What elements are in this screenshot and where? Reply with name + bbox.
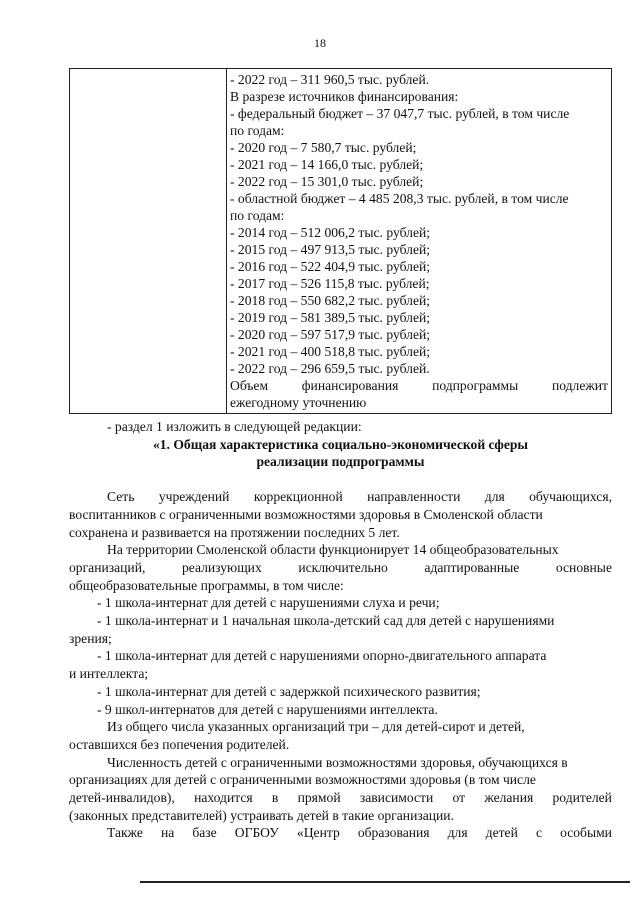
financing-line: - 2015 год – 497 913,5 тыс. рублей; (230, 242, 431, 257)
paragraph-3-line2: оставшихся без попечения родителей. (69, 736, 290, 752)
financing-line: В разрезе источников финансирования: (230, 89, 459, 104)
financing-table (69, 68, 612, 414)
list-item-2-line2: зрения; (69, 630, 112, 646)
paragraph-4-line1: Численность детей с ограниченными возможностями здоровья, обучающихся в (107, 754, 568, 770)
paragraph-4-line2: организациях для детей с ограниченными возможностями здоровья (в том числе (69, 772, 536, 788)
paragraph-4-line4: (законных представителей) устраивать детей в такие организации. (69, 807, 454, 823)
list-item-4: - 1 школа-интернат для детей с задержкой психического развития; (97, 683, 481, 699)
financing-line: - 2018 год – 550 682,2 тыс. рублей; (230, 293, 431, 308)
financing-line: - 2022 год – 296 659,5 тыс. рублей. (230, 361, 430, 376)
financing-line: - 2017 год – 526 115,8 тыс. рублей; (230, 276, 430, 291)
financing-line: - федеральный бюджет – 37 047,7 тыс. рублей, в том числе (230, 106, 570, 121)
financing-line: - 2020 год – 597 517,9 тыс. рублей; (230, 327, 431, 342)
financing-line: - 2021 год – 400 518,8 тыс. рублей; (230, 344, 431, 359)
list-item-3-line1: - 1 школа-интернат для детей с нарушениями опорно-двигательного аппарата (97, 648, 547, 664)
financing-line: - 2022 год – 15 301,0 тыс. рублей; (230, 174, 424, 189)
financing-line: - 2014 год – 512 006,2 тыс. рублей; (230, 225, 431, 240)
financing-line: по годам: (230, 123, 285, 138)
paragraph-3-line1: Из общего числа указанных организаций три – для детей-сирот и детей, (107, 719, 525, 735)
list-item-3-line2: и интеллекта; (69, 666, 149, 682)
paragraph-1-line2: воспитанников с ограниченными возможностями здоровья в Смоленской области (69, 506, 543, 522)
intro-line: - раздел 1 изложить в следующей редакции: (107, 419, 362, 434)
paragraph-2-line1: На территории Смоленской области функционирует 14 общеобразовательных (107, 542, 559, 558)
paragraph-4-line3: детей-инвалидов), находится в прямой зависимости от желания родителей (69, 790, 612, 806)
paragraph-2-line2: организаций, реализующих исключительно адаптированные основные (69, 559, 612, 575)
footer-rule (140, 881, 630, 883)
financing-line: - 2020 год – 7 580,7 тыс. рублей; (230, 140, 417, 155)
financing-line: - 2022 год – 311 960,5 тыс. рублей. (230, 72, 430, 87)
paragraph-2-line3: общеобразовательные программы, в том числе: (69, 577, 344, 593)
list-item-1: - 1 школа-интернат для детей с нарушениями слуха и речи; (97, 595, 440, 611)
financing-line: - областной бюджет – 4 485 208,3 тыс. рублей, в том числе (230, 191, 569, 206)
financing-lines (230, 71, 608, 377)
financing-line: - 2021 год – 14 166,0 тыс. рублей; (230, 157, 424, 172)
paragraph-1-line3: сохранена и развивается на протяжении последних 5 лет. (69, 524, 400, 540)
list-item-2-line1: - 1 школа-интернат и 1 начальная школа-детский сад для детей с нарушениями (97, 613, 555, 629)
table-left-cell (70, 69, 227, 414)
financing-line: - 2016 год – 522 404,9 тыс. рублей; (230, 259, 431, 274)
paragraph-5-line1: Также на базе ОГБОУ «Центр образования для детей с особыми (107, 825, 612, 841)
financing-line: - 2019 год – 581 389,5 тыс. рублей; (230, 310, 431, 325)
paragraph-1-line1: Сеть учреждений коррекционной направленности для обучающихся, (107, 489, 612, 505)
financing-line: по годам: (230, 208, 285, 223)
table-right-cell (227, 69, 612, 414)
financing-volume-line-end: ежегодному уточнению (230, 395, 367, 410)
list-item-5: - 9 школ-интернатов для детей с нарушениями интеллекта. (97, 701, 438, 717)
section-heading-line2: реализации подпрограммы (256, 454, 425, 470)
body-text (69, 418, 612, 842)
page-number: 18 (314, 36, 326, 50)
section-heading-line1: «1. Общая характеристика социально-экономической сферы (152, 436, 529, 452)
financing-volume-line: Объем финансирования подпрограммы подлежит (230, 378, 608, 393)
